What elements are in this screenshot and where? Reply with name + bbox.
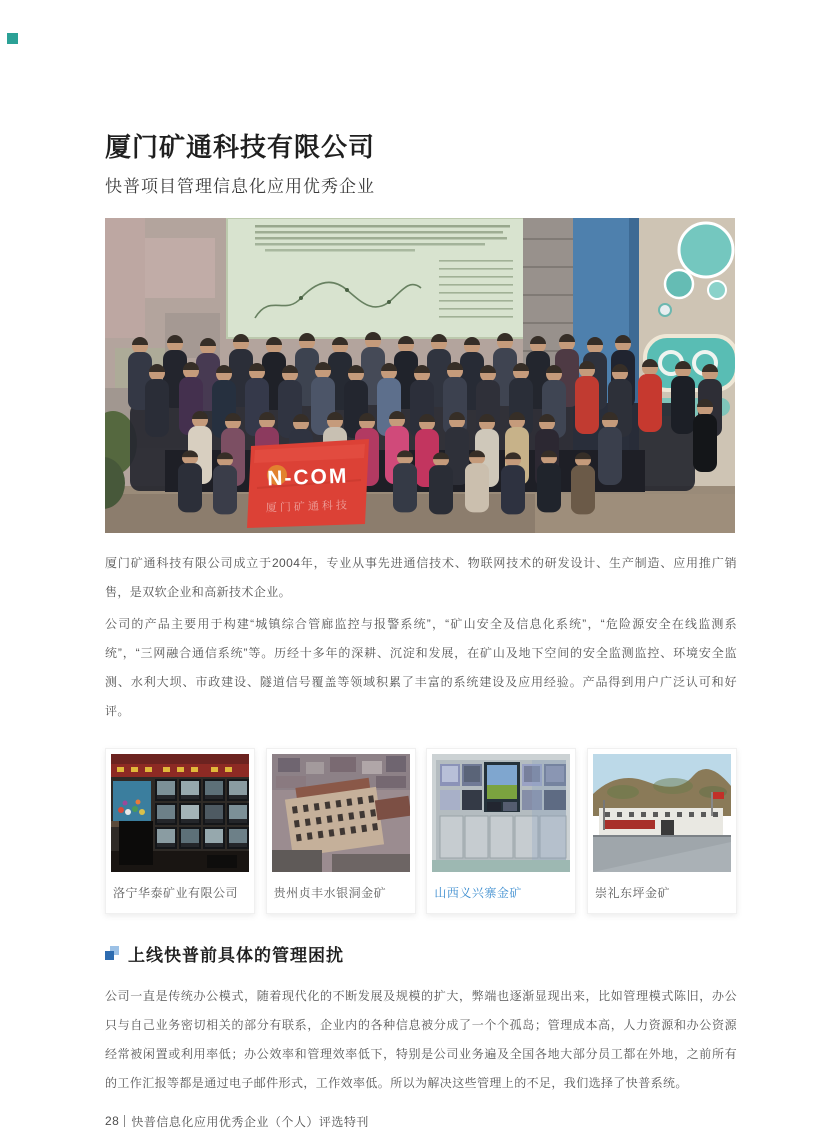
case-card-control-room bbox=[105, 748, 255, 914]
page-footer bbox=[105, 1113, 737, 1130]
page-number: 28 bbox=[105, 1114, 120, 1129]
page-content bbox=[105, 0, 737, 1130]
section-heading: 上线快普前具体的管理困扰 bbox=[128, 945, 344, 965]
section-marker-icon bbox=[105, 946, 119, 960]
case-caption: 山西义兴寨金矿 bbox=[434, 885, 522, 900]
section-heading-row bbox=[105, 941, 737, 966]
footer-text: 快普信息化应用优秀企业（个人）评选特刊 bbox=[131, 1114, 369, 1129]
case-card-building-aerial bbox=[266, 748, 416, 914]
case-card-monitor-wall bbox=[426, 748, 576, 914]
case-image-monitor-wall bbox=[432, 754, 570, 872]
case-image-building-aerial bbox=[272, 754, 410, 872]
page-title: 厦门矿通科技有限公司 bbox=[105, 132, 376, 162]
corner-accent-square bbox=[7, 33, 18, 44]
case-caption: 贵州贞丰水银洞金矿 bbox=[273, 885, 387, 900]
case-image-control-room bbox=[111, 754, 249, 872]
footer-divider bbox=[124, 1115, 125, 1127]
photo-map-panel bbox=[227, 218, 525, 338]
case-caption: 崇礼东坪金矿 bbox=[594, 885, 670, 900]
page-subtitle: 快普项目管理信息化应用优秀企业 bbox=[105, 176, 375, 196]
photo-banner bbox=[247, 439, 369, 528]
intro-paragraph-1: 厦门矿通科技有限公司成立于2004年，专业从事先进通信技术、物联网技术的研发设计、生产制造、应用推广销售，是双软企业和高新技术企业。 bbox=[105, 555, 737, 599]
case-image-building-outdoor bbox=[593, 754, 731, 872]
banner-subtext: 厦门矿通科技 bbox=[265, 499, 351, 515]
case-caption: 洛宁华泰矿业有限公司 bbox=[113, 885, 239, 900]
case-gallery bbox=[105, 748, 737, 914]
banner-text: N-COM bbox=[266, 464, 349, 491]
intro-paragraph-2: 公司的产品主要用于构建“城镇综合管廊监控与报警系统”，“矿山安全及信息化系统”，“危险源安全在线监测系统”，“三网融合通信系统”等。历经十多年的深耕、沉淀和发展，在矿山及地下空间的安全监测监控、环境安全监测、水利大坝、市政建设、隧道信号覆盖等领域积累了丰富的系统建设及应用经验。产品得到用户广泛认可和好评。 bbox=[105, 616, 737, 718]
section-body: 公司一直是传统办公模式，随着现代化的不断发展及规模的扩大，弊端也逐渐显现出来，比如管理模式陈旧，办公只与自己业务密切相关的部分有联系，企业内的各种信息被分成了一个个孤岛；管理成本高，人力资源和办公资源经常被闲置或利用率低；办公效率和管理效率低下，特别是公司业务遍及全国各地大部分员工都在外地，之前所有的工作汇报等都是通过电子邮件形式，工作效率低。所以为解决这些管理上的不足，我们选择了快普系统。 bbox=[105, 988, 737, 1090]
group-photo bbox=[105, 218, 735, 533]
case-card-building-outdoor bbox=[587, 748, 737, 914]
